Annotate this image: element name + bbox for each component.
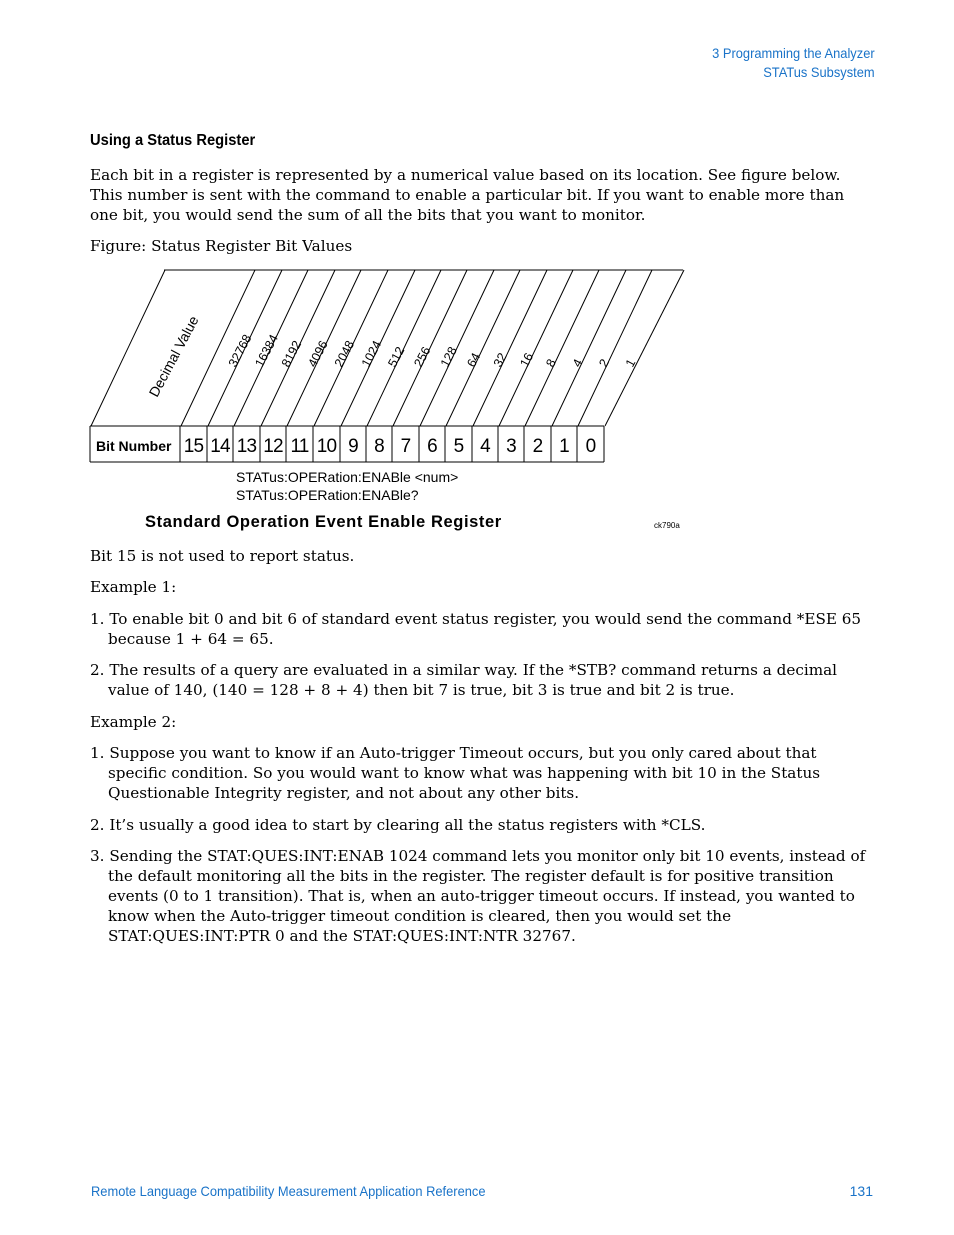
bit-number: 8 <box>374 436 384 457</box>
header-section: STATus Subsystem <box>763 64 875 80</box>
decimal-value: 512 <box>385 344 408 370</box>
decimal-value: 64 <box>464 350 484 370</box>
bit-number: 6 <box>427 436 437 457</box>
decimal-value: 128 <box>437 344 460 370</box>
decimal-value: 2 <box>596 356 612 370</box>
status-register-figure <box>86 264 686 534</box>
bit-number: 3 <box>506 436 516 457</box>
figure-lines <box>90 270 684 462</box>
bit-number: 1 <box>559 436 569 457</box>
decimal-value: 2048 <box>331 338 358 370</box>
section-title: Using a Status Register <box>90 132 256 149</box>
example2-label: Example 2: <box>90 713 177 731</box>
decimal-value: 32 <box>490 350 510 370</box>
decimal-value: 1024 <box>358 338 385 370</box>
list-item: 2. It’s usually a good idea to start by clearing all the status registers with *CLS. <box>90 816 706 834</box>
register-name: Standard Operation Event Enable Register <box>145 513 502 531</box>
footer-title: Remote Language Compatibility Measurement Application Reference <box>91 1183 486 1199</box>
decimal-value: 8192 <box>278 338 305 370</box>
command-enable-query: STATus:OPERation:ENABle? <box>236 487 419 503</box>
bit-number: 13 <box>236 436 257 457</box>
list-item: 1. Suppose you want to know if an Auto-trigger Timeout occurs, but you only cared about that specific condition. So you would want to know what was happening with bit 10 in the Status Questionable Integrity register, and not about any other bits. <box>90 744 821 802</box>
bit-number: 2 <box>532 436 543 457</box>
bit-number: 10 <box>316 436 337 457</box>
bit-number: 15 <box>183 436 204 457</box>
decimal-value-label: Decimal Value <box>145 313 202 400</box>
figure-id: ck790a <box>654 521 680 530</box>
figure-caption: Figure: Status Register Bit Values <box>90 237 353 255</box>
decimal-value: 256 <box>411 344 434 370</box>
decimal-value: 16 <box>517 350 537 370</box>
bit-number: 9 <box>348 436 358 457</box>
bit-number: 5 <box>453 436 464 457</box>
example1-label: Example 1: <box>90 578 177 596</box>
bit-number: 0 <box>585 436 596 457</box>
decimal-value: 4 <box>569 356 586 370</box>
decimal-value: 1 <box>622 356 639 370</box>
intro-paragraph: Each bit in a register is represented by a numerical value based on its location. See figure below. This number is sent with the command to enable a particular bit. If you want to enable more than one bit, you would send the sum of all the bits that you want to monitor. <box>90 166 845 224</box>
bit-number: 11 <box>290 436 309 457</box>
list-item: 3. Sending the STAT:QUES:INT:ENAB 1024 command lets you monitor only bit 10 events, instead of the default monitoring all the bits in the register. The register default is for positive transition events (0 to 1 transition). That is, when an auto-trigger timeout occurs. If instead, you wanted to know when the Auto-trigger timeout condition is cleared, then you would set the STAT:QUES:INT:PTR 0 and the STAT:QUES:INT:NTR 32767. <box>90 847 866 945</box>
bit-number-label: Bit Number <box>96 438 172 454</box>
figure-decimal-values <box>226 332 639 369</box>
bit-number: 12 <box>263 436 283 457</box>
header-chapter: 3 Programming the Analyzer <box>712 45 875 61</box>
decimal-value: 16384 <box>252 332 281 370</box>
page-header <box>712 44 875 82</box>
decimal-value: 4096 <box>305 338 331 370</box>
list-item: 1. To enable bit 0 and bit 6 of standard event status register, you would send the command *ESE 65 because 1 + 64 = 65. <box>90 610 862 648</box>
decimal-value: 32768 <box>225 332 255 370</box>
bit15-note: Bit 15 is not used to report status. <box>90 547 355 565</box>
bit-number: 4 <box>480 436 490 457</box>
bit-number: 14 <box>210 436 230 457</box>
page-number: 131 <box>849 1183 873 1199</box>
figure-bit-numbers <box>184 436 596 457</box>
command-enable: STATus:OPERation:ENABle <num> <box>236 469 459 485</box>
list-item: 2. The results of a query are evaluated in a similar way. If the *STB? command returns a decimal value of 140, (140 = 128 + 8 + 4) then bit 7 is true, bit 3 is true and bit 2 is true. <box>90 661 838 699</box>
bit-number: 7 <box>400 436 411 457</box>
decimal-value: 8 <box>543 356 559 370</box>
